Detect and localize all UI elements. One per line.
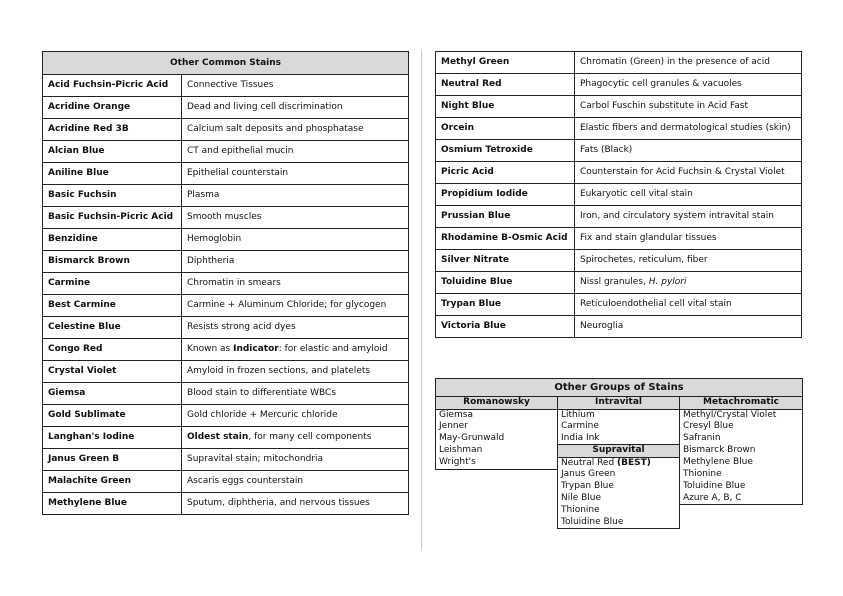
- table-row: [43, 97, 409, 119]
- stain-use: Ascaris eggs counterstain: [182, 471, 409, 493]
- use-emphasis: Oldest stain: [187, 432, 249, 442]
- table-row: [436, 272, 802, 294]
- supravital-item: Toluidine Blue: [558, 517, 680, 529]
- stain-use: Carmine + Aluminum Chloride; for glycogen: [182, 295, 409, 317]
- stain-name: Acid Fuchsin-Picric Acid: [43, 75, 182, 97]
- supravital-item: [558, 457, 680, 469]
- stain-name: Methylene Blue: [43, 493, 182, 515]
- supravital-header: Supravital: [558, 445, 680, 458]
- metachromatic-item: Thionine: [680, 469, 803, 481]
- stain-name: Night Blue: [436, 96, 575, 118]
- groups-row: [436, 493, 803, 505]
- table-row: [436, 206, 802, 228]
- table-row: [436, 74, 802, 96]
- stain-use: Hemoglobin: [182, 229, 409, 251]
- table-row: [436, 228, 802, 250]
- groups-title: Other Groups of Stains: [436, 379, 803, 397]
- empty-cell: [436, 517, 558, 529]
- groups-row: [436, 457, 803, 469]
- table-row: [43, 317, 409, 339]
- use-text: Known as: [187, 344, 234, 354]
- empty-cell: [680, 517, 803, 529]
- stain-use: [182, 427, 409, 449]
- groups-row: [436, 469, 803, 481]
- stain-use: Iron, and circulatory system intravital stain: [575, 206, 802, 228]
- intravital-item: India Ink: [558, 433, 680, 445]
- stain-use: Amyloid in frozen sections, and platelets: [182, 361, 409, 383]
- table-row: [436, 118, 802, 140]
- stain-name: Gold Sublimate: [43, 405, 182, 427]
- table-row: [436, 250, 802, 272]
- romanowsky-item: Jenner: [436, 421, 558, 433]
- intravital-header: Intravital: [558, 397, 680, 410]
- stain-use: Plasma: [182, 185, 409, 207]
- stain-name: Alcian Blue: [43, 141, 182, 163]
- use-italic: H. pylori: [648, 277, 687, 287]
- metachromatic-item: Methyl/Crystal Violet: [680, 409, 803, 421]
- stain-name: Prussian Blue: [436, 206, 575, 228]
- metachromatic-item: Azure A, B, C: [680, 493, 803, 505]
- stain-name: Benzidine: [43, 229, 182, 251]
- stain-name: Orcein: [436, 118, 575, 140]
- table-row: [43, 449, 409, 471]
- stain-use: Counterstain for Acid Fuchsin & Crystal Violet: [575, 162, 802, 184]
- stain-use: Carbol Fuschin substitute in Acid Fast: [575, 96, 802, 118]
- stain-name: Bismarck Brown: [43, 251, 182, 273]
- stain-use: Dead and living cell discrimination: [182, 97, 409, 119]
- stain-name: Crystal Violet: [43, 361, 182, 383]
- stain-name: Celestine Blue: [43, 317, 182, 339]
- stain-use: Chromatin (Green) in the presence of acid: [575, 52, 802, 74]
- stain-name: Langhan's Iodine: [43, 427, 182, 449]
- groups-row: [436, 433, 803, 445]
- metachromatic-item: Cresyl Blue: [680, 421, 803, 433]
- metachromatic-item: Bismarck Brown: [680, 445, 803, 458]
- stain-use: Neuroglia: [575, 316, 802, 338]
- stain-name: Congo Red: [43, 339, 182, 361]
- supravital-item: Thionine: [558, 505, 680, 517]
- use-text: , for many cell components: [248, 432, 372, 442]
- stain-use: Elastic fibers and dermatological studies (skin): [575, 118, 802, 140]
- groups-row: [436, 505, 803, 517]
- stain-use: Diphtheria: [182, 251, 409, 273]
- use-emphasis: Indicator: [233, 344, 279, 354]
- table-row: [43, 163, 409, 185]
- table-row: [43, 119, 409, 141]
- metachromatic-item: Methylene Blue: [680, 457, 803, 469]
- table-row: [43, 471, 409, 493]
- empty-cell: [436, 493, 558, 505]
- stain-name: Methyl Green: [436, 52, 575, 74]
- supravital-item: Nile Blue: [558, 493, 680, 505]
- stain-use: Eukaryotic cell vital stain: [575, 184, 802, 206]
- table-row: [43, 493, 409, 515]
- romanowsky-item: Wright's: [436, 457, 558, 469]
- table-row: [436, 162, 802, 184]
- stain-name: Propidium Iodide: [436, 184, 575, 206]
- metachromatic-item: Toluidine Blue: [680, 481, 803, 493]
- groups-row: [436, 445, 803, 458]
- table-row: [43, 251, 409, 273]
- table-title: Other Common Stains: [43, 52, 409, 75]
- table-row: [436, 294, 802, 316]
- stain-name: Basic Fuchsin-Picric Acid: [43, 207, 182, 229]
- empty-cell: [680, 505, 803, 517]
- romanowsky-item: May-Grunwald: [436, 433, 558, 445]
- stain-use: Spirochetes, reticulum, fiber: [575, 250, 802, 272]
- stain-name: Aniline Blue: [43, 163, 182, 185]
- stain-name: Malachite Green: [43, 471, 182, 493]
- use-text: Nissl granules,: [580, 277, 649, 287]
- stain-name: Basic Fuchsin: [43, 185, 182, 207]
- stain-name: Picric Acid: [436, 162, 575, 184]
- table-row: [436, 140, 802, 162]
- groups-row: [436, 517, 803, 529]
- romanowsky-header: Romanowsky: [436, 397, 558, 410]
- stain-use: Blood stain to differentiate WBCs: [182, 383, 409, 405]
- stain-use: Connective Tissues: [182, 75, 409, 97]
- metachromatic-header: Metachromatic: [680, 397, 803, 410]
- stain-use: Resists strong acid dyes: [182, 317, 409, 339]
- table-row: [43, 207, 409, 229]
- stain-use: [182, 339, 409, 361]
- stain-use: CT and epithelial mucin: [182, 141, 409, 163]
- groups-row: [436, 421, 803, 433]
- table-row: [43, 405, 409, 427]
- stain-use: Reticuloendothelial cell vital stain: [575, 294, 802, 316]
- stain-use: Fix and stain glandular tissues: [575, 228, 802, 250]
- page-column-divider: [421, 50, 422, 550]
- table-row: [43, 383, 409, 405]
- table-row: [43, 185, 409, 207]
- table-header-row: [43, 52, 409, 75]
- stain-use: Fats (Black): [575, 140, 802, 162]
- romanowsky-item: Giemsa: [436, 409, 558, 421]
- stain-name: Toluidine Blue: [436, 272, 575, 294]
- table-row: [43, 361, 409, 383]
- other-common-stains-table: [42, 51, 409, 515]
- table-row: [43, 141, 409, 163]
- stain-use: Phagocytic cell granules & vacuoles: [575, 74, 802, 96]
- stain-name: Neutral Red: [436, 74, 575, 96]
- stain-name: Janus Green B: [43, 449, 182, 471]
- groups-row: [436, 481, 803, 493]
- table-row: [43, 427, 409, 449]
- romanowsky-item: Leishman: [436, 445, 558, 458]
- stain-use: Calcium salt deposits and phosphatase: [182, 119, 409, 141]
- other-groups-of-stains-table: [435, 378, 803, 529]
- stain-name: Best Carmine: [43, 295, 182, 317]
- stain-use: Smooth muscles: [182, 207, 409, 229]
- stain-name: Silver Nitrate: [436, 250, 575, 272]
- more-common-stains-table: [435, 51, 802, 338]
- stain-use: Supravital stain; mitochondria: [182, 449, 409, 471]
- supravital-item: Janus Green: [558, 469, 680, 481]
- table-row: [43, 273, 409, 295]
- table-row: [43, 339, 409, 361]
- stain-use: Gold chloride + Mercuric chloride: [182, 405, 409, 427]
- table-row: [436, 184, 802, 206]
- stain-use: Chromatin in smears: [182, 273, 409, 295]
- stain-name: Trypan Blue: [436, 294, 575, 316]
- intravital-item: Carmine: [558, 421, 680, 433]
- use-text: : for elastic and amyloid: [278, 344, 388, 354]
- stain-use: Sputum, diphtheria, and nervous tissues: [182, 493, 409, 515]
- table-row: [436, 316, 802, 338]
- table-row: [43, 295, 409, 317]
- stain-name: Carmine: [43, 273, 182, 295]
- stain-name: Acridine Orange: [43, 97, 182, 119]
- table-row: [436, 52, 802, 74]
- item-text: Neutral Red: [561, 457, 618, 468]
- item-emphasis: (BEST): [617, 457, 651, 468]
- stain-name: Osmium Tetroxide: [436, 140, 575, 162]
- table-row: [43, 75, 409, 97]
- metachromatic-item: Safranin: [680, 433, 803, 445]
- stain-name: Giemsa: [43, 383, 182, 405]
- table-row: [436, 96, 802, 118]
- empty-cell: [436, 469, 558, 481]
- empty-cell: [436, 505, 558, 517]
- stain-name: Acridine Red 3B: [43, 119, 182, 141]
- stain-name: Victoria Blue: [436, 316, 575, 338]
- table-row: [43, 229, 409, 251]
- groups-row: [436, 409, 803, 421]
- stain-use: [575, 272, 802, 294]
- supravital-item: Trypan Blue: [558, 481, 680, 493]
- stain-use: Epithelial counterstain: [182, 163, 409, 185]
- intravital-item: Lithium: [558, 409, 680, 421]
- empty-cell: [436, 481, 558, 493]
- stain-name: Rhodamine B-Osmic Acid: [436, 228, 575, 250]
